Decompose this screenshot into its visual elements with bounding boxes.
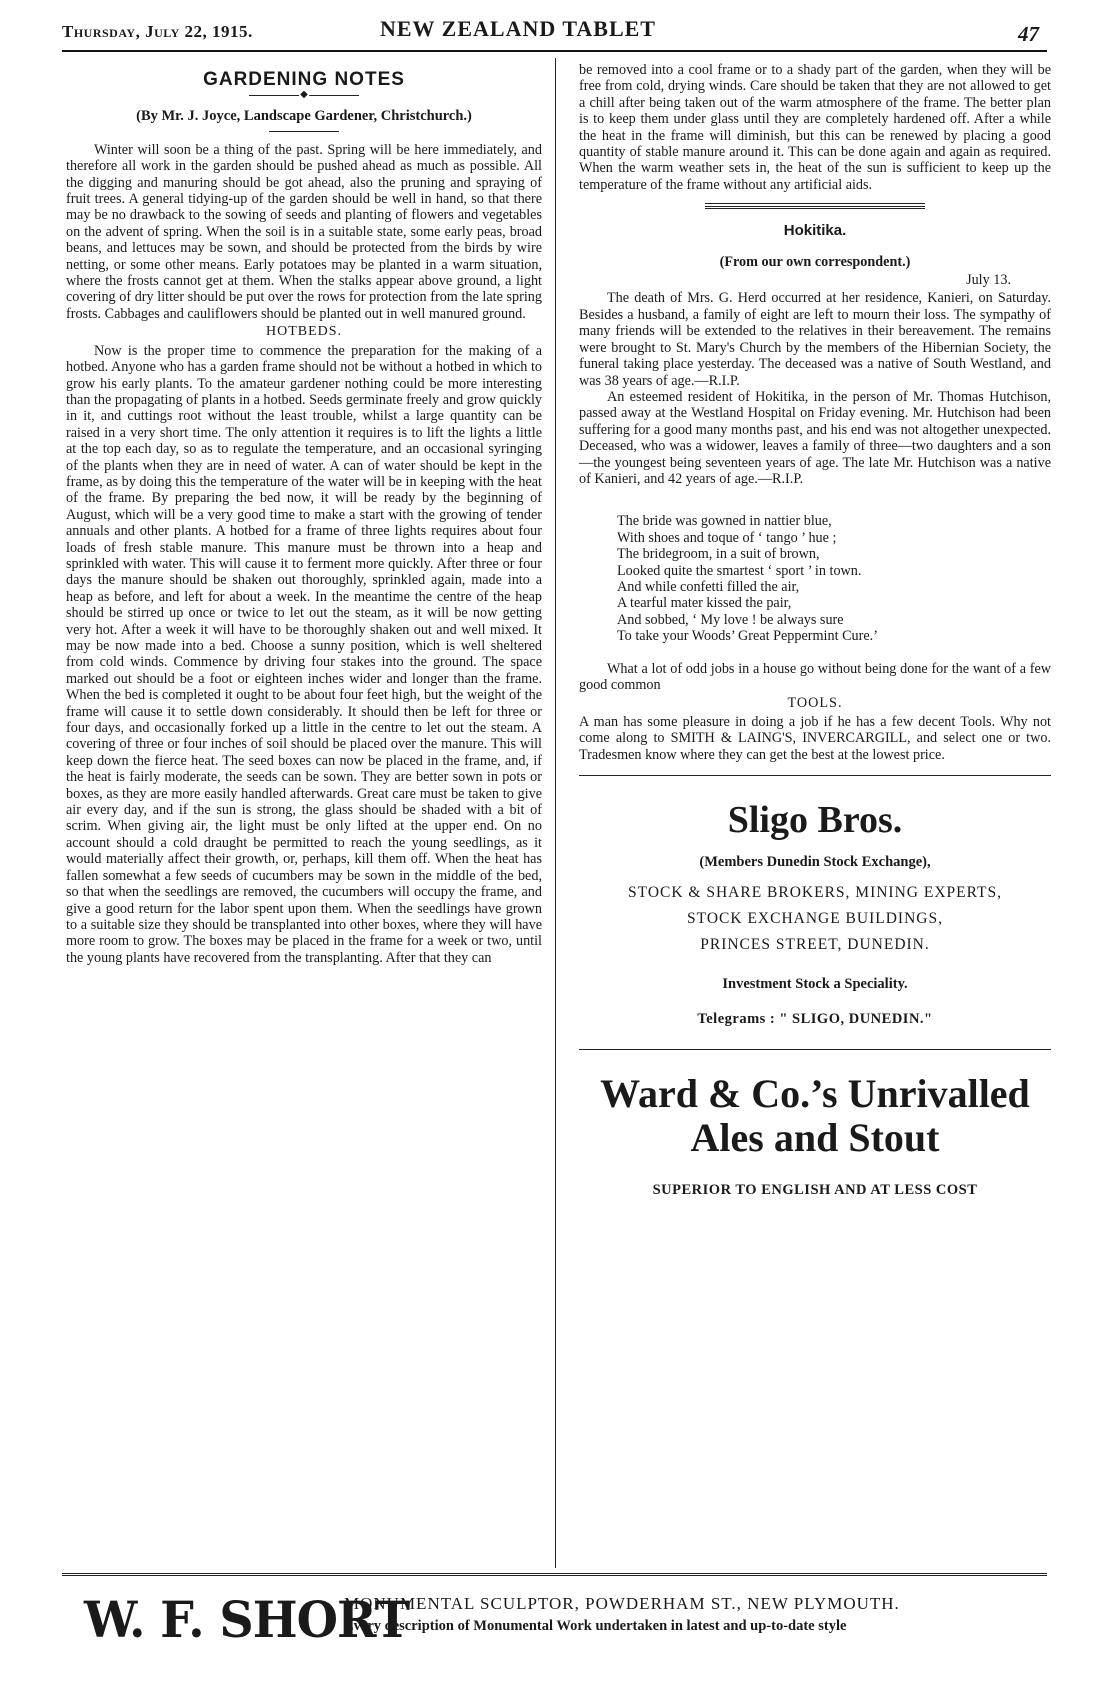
short-rule [269, 131, 339, 132]
sligo-title: Sligo Bros. [727, 799, 903, 842]
poem-line: With shoes and toque of ‘ tango ’ hue ; [617, 529, 837, 546]
gardening-intro: Winter will soon be a thing of the past. Spring will be here immediately, and therefore all work in the garden should be pushed ahead as much as possible. All the digging and manuring should be got ahead, also the pruning and spraying of fruit trees. A general tidying-up of the garden should be well in hand, so that there may be no drawback to the sowing of seeds and planting of flowers and vegetables on the advent of spring. When the soil is in a suitable state, some early peas, broad beans, and lettuces may be sown, and should be protected from the birds by wire netting, or some other means. Early potatoes may be planted in a warm situation, where the frosts cannot get at them. When the stalks appear above ground, a light covering of dry litter should be put over the rows for protection from the late spring frosts. Cabbages and cauliflowers should be planted out in well manured ground. [66, 141, 542, 322]
left-column [66, 62, 542, 966]
right-column [579, 62, 1051, 1199]
tools-intro: What a lot of odd jobs in a house go without being done for the want of a few good common [579, 660, 1051, 693]
gardening-continuation: be removed into a cool frame or to a shady part of the garden, when they will be free from cold, drying winds. Care should be taken that they are not allowed to get a chill after being taken out of the warm atmosphere of the frame. The better plan is to keep them under glass until they are completely hardened off. After a while the heat in the frame will diminish, but this can be renewed by placing a good quantity of stable manure around it. This can be done again and again as required. When the warm weather sets in, the heat of the sun is sufficient to keep up the temperature of the frame without any artificial aids. [579, 62, 1051, 193]
hotbeds-body: Now is the proper time to commence the preparation for the making of a hotbed. Anyone who has a garden frame should not be without a hotbed in which to grow his early plants. To the amateur gardener nothing could be more interesting than the propagating of plants in a hotbed. Seeds germinate freely and grow quickly in it, and cuttings root without the least trouble, whilst a large quantity can be raised in a very short time. The only attention it requires is to lift the lights a little at the top each day, so as to regulate the temperature, and an occasional syringing of the plants when they are in need of water. A can of water should be kept in the frame, as by doing this the temperature of the water will be in keeping with the heat of the frame. By preparing the bed now, it will be ready by the beginning of August, which will be a very good time to make a start with the growing of tender annuals and other plants. A hotbed for a frame of three lights requires about four loads of fresh stable manure. This manure must be thrown into a heap and sprinkled with water. This will cause it to ferment more quickly. After three or four days the manure should be shaken out thoroughly, sprinkled again, made into a heap as before, and left for about a week. In the meantime the centre of the heap should be stirred up once or twice to let out the steam, as it will be now getting very hot. After a week it will have to be thoroughly shaken out and well mixed. It may be now made into a bed. Choose a sunny position, which is well sheltered from cold winds. Commence by driving four stakes into the ground. The space marked out should be a foot or eighteen inches wider and longer than the frame. When the bed is completed it ought to be about four feet high, but the weight of the frame will cause it to settle down considerably. It should then be left for three or four days, and occasionally forked up a little in the centre to let out the steam. A covering of three or four inches of soil should be placed over the manure. This will keep down the fierce heat. The seed boxes can now be placed in the frame, and, if the heat is fairly moderate, the seeds can be sown. They are better sown in pots or boxes, as they are more easily handled afterwards. Great care must be taken to give air every day, and if the sun is strong, the glass should be shaded with a bit of scrim. When giving air, the light must be only lifted at the upper end. On no account should a cold draught be permitted to reach the young seedlings, as it would materially affect their growth, or, perhaps, kill them off. When the heat has fallen somewhat a few seeds of cucumbers may be sown in the middle of the bed, so that when the seedlings are removed, the cucumbers will occupy the frame, and give a good return for the labor spent upon them. When the seedlings have grown to a suitable size they should be transplanted into other boxes, where they will have more room to grow. The boxes may be placed in the frame for a week or two, until the young plants have recovered from the transplanting. After that they can [66, 342, 542, 966]
ward-tagline: SUPERIOR TO ENGLISH AND AT LESS COST [652, 1182, 978, 1199]
short-line-1: MONUMENTAL SCULPTOR, POWDERHAM ST., NEW PLYMOUTH. [344, 1594, 900, 1613]
short-advert [62, 1590, 1047, 1670]
column-divider [555, 58, 556, 1568]
short-logo: W. F. SHORT [84, 1590, 410, 1649]
diamond-ornament-icon: ◆ [300, 89, 308, 101]
short-line-2: Every description of Monumental Work undertaken in latest and up-to-date style [344, 1618, 847, 1634]
gardening-byline: (By Mr. J. Joyce, Landscape Gardener, Christchurch.) [136, 108, 472, 125]
sligo-line-3: PRINCES STREET, DUNEDIN. [700, 936, 930, 954]
ward-title-2: Ales and Stout [690, 1115, 940, 1161]
poem-line: The bridegroom, in a suit of brown, [617, 546, 820, 563]
page-number: 47 [1018, 22, 1039, 46]
sligo-members: (Members Dunedin Stock Exchange), [699, 854, 931, 871]
gardening-heading: GARDENING NOTES [203, 69, 405, 90]
sligo-investment: Investment Stock a Speciality. [722, 976, 908, 993]
tools-body: A man has some pleasure in doing a job if he has a few decent Tools. Why not come along to SMITH & LAING'S, INVERCARGILL, and select one or two. Tradesmen know where they can get the best at the lowest price. [579, 713, 1051, 763]
hokitika-para-1: The death of Mrs. G. Herd occurred at her residence, Kanieri, on Saturday. Besides a husband, a family of eight are left to mourn their loss. The sympathy of many friends will be extended to the relatives in their bereavement. The remains were brought to St. Mary's Church by the members of the Hibernian Society, the funeral taking place yesterday. The deceased was a native of South Westland, and was 38 years of age.—R.I.P. [579, 290, 1051, 389]
ad-rule-2 [579, 1049, 1051, 1050]
ward-title-1: Ward & Co.’s Unrivalled [600, 1071, 1030, 1117]
masthead-date: Thursday, July 22, 1915. [62, 22, 253, 41]
diamond-rule [249, 90, 359, 100]
poem-line: And sobbed, ‘ My love ! be always sure [617, 611, 844, 628]
section-rule [705, 203, 925, 209]
sligo-line-2: STOCK EXCHANGE BUILDINGS, [687, 910, 943, 928]
hokitika-correspondent: (From our own correspondent.) [719, 253, 911, 270]
poem-line: And while confetti filled the air, [617, 578, 800, 595]
hokitika-heading: Hokitika. [783, 222, 847, 240]
masthead [62, 14, 1047, 48]
poem-line: To take your Woods’ Great Peppermint Cure.’ [617, 628, 878, 645]
sligo-telegrams: Telegrams : " SLIGO, DUNEDIN." [697, 1010, 933, 1027]
hotbeds-subheading: HOTBEDS. [265, 324, 343, 340]
poem-line: Looked quite the smartest ‘ sport ’ in town. [617, 562, 862, 579]
tools-heading: TOOLS. [787, 695, 843, 712]
hokitika-para-2: An esteemed resident of Hokitika, in the person of Mr. Thomas Hutchison, passed away at the Westland Hospital on Friday evening. Mr. Hutchison had been suffering for a good many months past, and his end was not altogether unexpected. Deceased, who was a widower, leaves a family of three—two daughters and a son—the youngest being seventeen years of age. The late Mr. Hutchison was a native of Kanieri, and 42 years of age.—R.I.P. [579, 388, 1051, 487]
masthead-rule [62, 50, 1047, 52]
masthead-title: NEW ZEALAND TABLET [380, 16, 656, 41]
peppermint-poem [617, 513, 1051, 644]
poem-line: A tearful mater kissed the pair, [617, 595, 792, 612]
bottom-rule [62, 1573, 1047, 1576]
poem-line: The bride was gowned in nattier blue, [617, 513, 832, 530]
ad-rule [579, 775, 1051, 776]
sligo-line-1: STOCK & SHARE BROKERS, MINING EXPERTS, [628, 884, 1002, 902]
hokitika-date: July 13. [966, 272, 1011, 289]
